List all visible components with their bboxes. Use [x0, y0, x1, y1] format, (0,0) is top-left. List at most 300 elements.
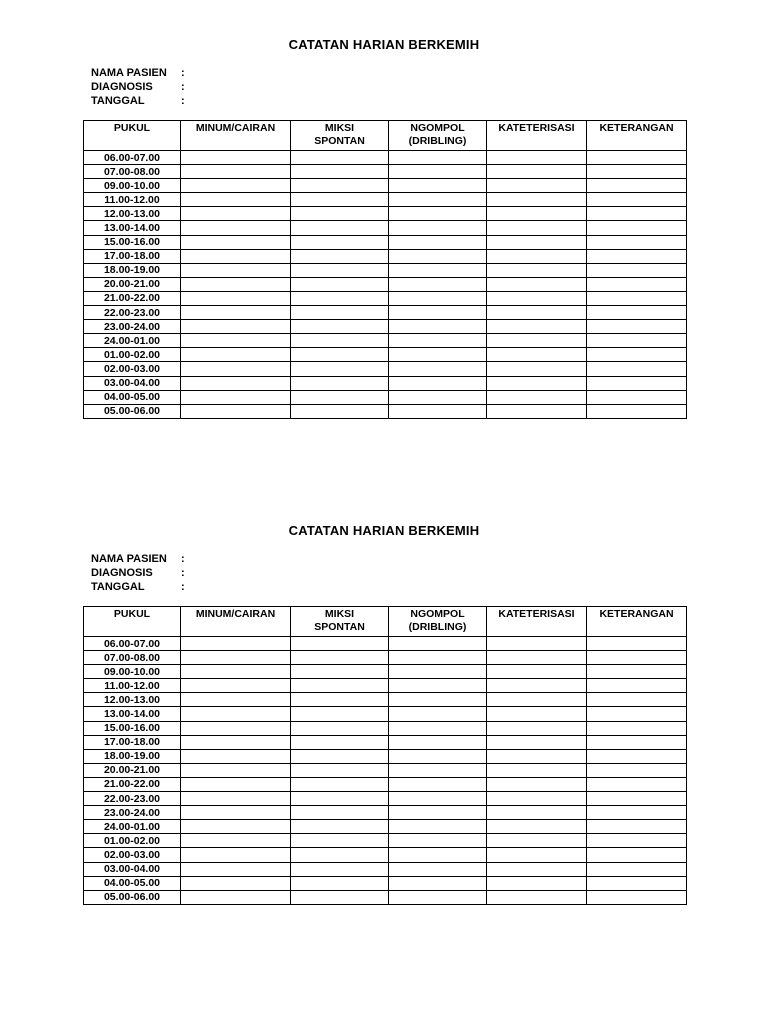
column-header-line: MIKSI [324, 608, 355, 620]
entry-cell[interactable] [389, 179, 487, 193]
entry-cell[interactable] [587, 876, 687, 890]
table-row [84, 890, 687, 904]
entry-cell[interactable] [389, 876, 487, 890]
entry-cell[interactable] [587, 820, 687, 834]
entry-cell[interactable] [291, 665, 389, 679]
entry-cell[interactable] [587, 404, 687, 418]
entry-cell[interactable] [291, 390, 389, 404]
diagnosis-label: DIAGNOSIS [91, 567, 153, 579]
entry-cell[interactable] [181, 876, 291, 890]
table-row [84, 348, 687, 362]
table-row [84, 207, 687, 221]
table-row [84, 306, 687, 320]
table-row [84, 679, 687, 693]
table-row [84, 320, 687, 334]
entry-cell[interactable] [487, 362, 587, 376]
time-slot-cell: 06.00-07.00 [84, 637, 181, 651]
table-row [84, 735, 687, 749]
time-slot-cell: 03.00-04.00 [84, 376, 181, 390]
column-header [291, 121, 389, 151]
entry-cell[interactable] [181, 637, 291, 651]
table-row [84, 362, 687, 376]
time-slot-cell: 04.00-05.00 [84, 390, 181, 404]
entry-cell[interactable] [389, 165, 487, 179]
entry-cell[interactable] [291, 693, 389, 707]
entry-cell[interactable] [291, 263, 389, 277]
entry-cell[interactable] [487, 651, 587, 665]
entry-cell[interactable] [291, 235, 389, 249]
diagnosis-label: DIAGNOSIS [91, 81, 153, 93]
entry-cell[interactable] [291, 334, 389, 348]
entry-cell[interactable] [291, 792, 389, 806]
entry-cell[interactable] [587, 637, 687, 651]
entry-cell[interactable] [487, 179, 587, 193]
entry-cell[interactable] [181, 721, 291, 735]
entry-cell[interactable] [389, 291, 487, 305]
table-row [84, 862, 687, 876]
entry-cell[interactable] [291, 721, 389, 735]
table-row [84, 763, 687, 777]
patient-name-label: NAMA PASIEN [91, 67, 167, 79]
entry-cell[interactable] [389, 637, 487, 651]
column-header-line: PUKUL [113, 608, 151, 620]
entry-cell[interactable] [291, 348, 389, 362]
column-header-line: (DRIBLING) [408, 135, 467, 147]
time-slot-cell: 04.00-05.00 [84, 876, 181, 890]
time-slot-cell: 15.00-16.00 [84, 721, 181, 735]
entry-cell[interactable] [181, 890, 291, 904]
time-slot-cell: 07.00-08.00 [84, 651, 181, 665]
entry-cell[interactable] [291, 249, 389, 263]
table-row [84, 179, 687, 193]
entry-cell[interactable] [389, 820, 487, 834]
entry-cell[interactable] [181, 291, 291, 305]
entry-cell[interactable] [389, 749, 487, 763]
entry-cell[interactable] [487, 763, 587, 777]
entry-cell[interactable] [181, 763, 291, 777]
entry-cell[interactable] [181, 376, 291, 390]
table-row [84, 721, 687, 735]
entry-cell[interactable] [487, 679, 587, 693]
time-slot-cell: 17.00-18.00 [84, 735, 181, 749]
column-header [291, 607, 389, 637]
table-row [84, 334, 687, 348]
entry-cell[interactable] [487, 390, 587, 404]
time-slot-cell: 07.00-08.00 [84, 165, 181, 179]
entry-cell[interactable] [389, 763, 487, 777]
time-slot-cell: 23.00-24.00 [84, 320, 181, 334]
entry-cell[interactable] [291, 806, 389, 820]
entry-cell[interactable] [181, 806, 291, 820]
entry-cell[interactable] [389, 376, 487, 390]
column-header-line: MINUM/CAIRAN [195, 608, 276, 620]
entry-cell[interactable] [587, 792, 687, 806]
entry-cell[interactable] [181, 665, 291, 679]
time-slot-cell: 20.00-21.00 [84, 277, 181, 291]
entry-cell[interactable] [487, 235, 587, 249]
table-row [84, 165, 687, 179]
entry-cell[interactable] [181, 221, 291, 235]
time-slot-cell: 12.00-13.00 [84, 693, 181, 707]
diagnosis-colon: : [181, 81, 185, 93]
entry-cell[interactable] [181, 693, 291, 707]
entry-cell[interactable] [587, 165, 687, 179]
entry-cell[interactable] [291, 637, 389, 651]
entry-cell[interactable] [181, 777, 291, 791]
entry-cell[interactable] [587, 193, 687, 207]
entry-cell[interactable] [181, 679, 291, 693]
entry-cell[interactable] [181, 320, 291, 334]
column-header-line: NGOMPOL [410, 608, 465, 620]
entry-cell[interactable] [291, 834, 389, 848]
time-slot-cell: 18.00-19.00 [84, 749, 181, 763]
entry-cell[interactable] [389, 792, 487, 806]
entry-cell[interactable] [181, 151, 291, 165]
time-slot-cell: 21.00-22.00 [84, 291, 181, 305]
entry-cell[interactable] [181, 334, 291, 348]
entry-cell[interactable] [181, 277, 291, 291]
entry-cell[interactable] [487, 707, 587, 721]
entry-cell[interactable] [487, 221, 587, 235]
entry-cell[interactable] [389, 806, 487, 820]
entry-cell[interactable] [181, 834, 291, 848]
entry-cell[interactable] [487, 721, 587, 735]
time-slot-cell: 05.00-06.00 [84, 404, 181, 418]
entry-cell[interactable] [487, 792, 587, 806]
entry-cell[interactable] [587, 834, 687, 848]
column-header [84, 607, 181, 637]
entry-cell[interactable] [487, 820, 587, 834]
entry-cell[interactable] [487, 207, 587, 221]
entry-cell[interactable] [291, 207, 389, 221]
patient-info [91, 66, 189, 108]
date-colon: : [181, 581, 185, 593]
table-row [84, 404, 687, 418]
entry-cell[interactable] [587, 221, 687, 235]
time-slot-cell: 13.00-14.00 [84, 707, 181, 721]
entry-cell[interactable] [587, 890, 687, 904]
entry-cell[interactable] [291, 404, 389, 418]
entry-cell[interactable] [291, 291, 389, 305]
entry-cell[interactable] [291, 221, 389, 235]
entry-cell[interactable] [389, 362, 487, 376]
entry-cell[interactable] [587, 306, 687, 320]
entry-cell[interactable] [291, 876, 389, 890]
entry-cell[interactable] [291, 193, 389, 207]
entry-cell[interactable] [389, 320, 487, 334]
entry-cell[interactable] [587, 348, 687, 362]
entry-cell[interactable] [389, 665, 487, 679]
entry-cell[interactable] [389, 890, 487, 904]
entry-cell[interactable] [587, 707, 687, 721]
entry-cell[interactable] [587, 862, 687, 876]
entry-cell[interactable] [389, 306, 487, 320]
time-slot-cell: 18.00-19.00 [84, 263, 181, 277]
entry-cell[interactable] [291, 151, 389, 165]
table-row [84, 193, 687, 207]
column-header-line: NGOMPOL [410, 122, 465, 134]
entry-cell[interactable] [389, 249, 487, 263]
column-header-line: MIKSI [324, 122, 355, 134]
entry-cell[interactable] [181, 193, 291, 207]
entry-cell[interactable] [291, 376, 389, 390]
entry-cell[interactable] [181, 848, 291, 862]
column-header [181, 121, 291, 151]
table-row [84, 806, 687, 820]
time-slot-cell: 11.00-12.00 [84, 193, 181, 207]
time-slot-cell: 11.00-12.00 [84, 679, 181, 693]
entry-cell[interactable] [587, 679, 687, 693]
time-slot-cell: 01.00-02.00 [84, 348, 181, 362]
entry-cell[interactable] [587, 320, 687, 334]
time-slot-cell: 05.00-06.00 [84, 890, 181, 904]
entry-cell[interactable] [291, 651, 389, 665]
entry-cell[interactable] [587, 291, 687, 305]
table-row [84, 263, 687, 277]
entry-cell[interactable] [181, 207, 291, 221]
time-slot-cell: 06.00-07.00 [84, 151, 181, 165]
entry-cell[interactable] [487, 735, 587, 749]
column-header [487, 607, 587, 637]
entry-cell[interactable] [291, 777, 389, 791]
entry-cell[interactable] [487, 320, 587, 334]
entry-cell[interactable] [291, 306, 389, 320]
entry-cell[interactable] [389, 834, 487, 848]
entry-cell[interactable] [587, 721, 687, 735]
table-header-row [84, 607, 687, 637]
column-header [181, 607, 291, 637]
entry-cell[interactable] [487, 890, 587, 904]
entry-cell[interactable] [181, 749, 291, 763]
table-body [84, 637, 687, 905]
entry-cell[interactable] [181, 651, 291, 665]
entry-cell[interactable] [181, 362, 291, 376]
entry-cell[interactable] [487, 848, 587, 862]
entry-cell[interactable] [487, 165, 587, 179]
voiding-log-table [83, 120, 687, 419]
entry-cell[interactable] [487, 277, 587, 291]
patient-name-row [91, 552, 189, 566]
date-row [91, 94, 189, 108]
entry-cell[interactable] [487, 637, 587, 651]
table-row [84, 637, 687, 651]
entry-cell[interactable] [487, 334, 587, 348]
entry-cell[interactable] [587, 334, 687, 348]
entry-cell[interactable] [389, 777, 487, 791]
entry-cell[interactable] [587, 207, 687, 221]
entry-cell[interactable] [487, 249, 587, 263]
entry-cell[interactable] [291, 165, 389, 179]
time-slot-cell: 21.00-22.00 [84, 777, 181, 791]
table-row [84, 820, 687, 834]
entry-cell[interactable] [291, 848, 389, 862]
time-slot-cell: 17.00-18.00 [84, 249, 181, 263]
entry-cell[interactable] [487, 263, 587, 277]
form-title: CATATAN HARIAN BERKEMIH [288, 523, 480, 538]
entry-cell[interactable] [291, 890, 389, 904]
diagnosis-row [91, 566, 189, 580]
entry-cell[interactable] [587, 777, 687, 791]
entry-cell[interactable] [181, 165, 291, 179]
entry-cell[interactable] [587, 735, 687, 749]
entry-cell[interactable] [389, 348, 487, 362]
entry-cell[interactable] [587, 235, 687, 249]
entry-cell[interactable] [181, 792, 291, 806]
entry-cell[interactable] [587, 179, 687, 193]
column-header [587, 121, 687, 151]
entry-cell[interactable] [181, 404, 291, 418]
time-slot-cell: 23.00-24.00 [84, 806, 181, 820]
column-header-line: SPONTAN [314, 135, 365, 147]
column-header-line: PUKUL [113, 122, 151, 134]
entry-cell[interactable] [181, 306, 291, 320]
entry-cell[interactable] [181, 390, 291, 404]
table-row [84, 777, 687, 791]
entry-cell[interactable] [291, 820, 389, 834]
entry-cell[interactable] [291, 749, 389, 763]
time-slot-cell: 24.00-01.00 [84, 334, 181, 348]
entry-cell[interactable] [487, 665, 587, 679]
table-row [84, 277, 687, 291]
entry-cell[interactable] [291, 707, 389, 721]
entry-cell[interactable] [587, 249, 687, 263]
date-label: TANGGAL [91, 95, 145, 107]
entry-cell[interactable] [181, 707, 291, 721]
entry-cell[interactable] [487, 404, 587, 418]
patient-info [91, 552, 189, 594]
entry-cell[interactable] [487, 291, 587, 305]
entry-cell[interactable] [181, 179, 291, 193]
entry-cell[interactable] [389, 277, 487, 291]
entry-cell[interactable] [487, 151, 587, 165]
entry-cell[interactable] [587, 806, 687, 820]
table-row [84, 707, 687, 721]
time-slot-cell: 09.00-10.00 [84, 179, 181, 193]
entry-cell[interactable] [389, 735, 487, 749]
entry-cell[interactable] [291, 179, 389, 193]
time-slot-cell: 13.00-14.00 [84, 221, 181, 235]
entry-cell[interactable] [389, 390, 487, 404]
time-slot-cell: 12.00-13.00 [84, 207, 181, 221]
entry-cell[interactable] [487, 348, 587, 362]
entry-cell[interactable] [181, 263, 291, 277]
entry-cell[interactable] [587, 277, 687, 291]
column-header-line: KETERANGAN [599, 608, 674, 620]
entry-cell[interactable] [487, 193, 587, 207]
table-row [84, 848, 687, 862]
entry-cell[interactable] [181, 820, 291, 834]
entry-cell[interactable] [389, 679, 487, 693]
entry-cell[interactable] [487, 749, 587, 763]
entry-cell[interactable] [389, 862, 487, 876]
entry-cell[interactable] [389, 693, 487, 707]
column-header [587, 607, 687, 637]
entry-cell[interactable] [487, 777, 587, 791]
entry-cell[interactable] [487, 806, 587, 820]
entry-cell[interactable] [487, 693, 587, 707]
entry-cell[interactable] [587, 151, 687, 165]
entry-cell[interactable] [389, 263, 487, 277]
column-header-line: SPONTAN [314, 621, 365, 633]
entry-cell[interactable] [487, 376, 587, 390]
table-row [84, 151, 687, 165]
patient-name-colon: : [181, 67, 185, 79]
time-slot-cell: 22.00-23.00 [84, 792, 181, 806]
table-row [84, 651, 687, 665]
entry-cell[interactable] [181, 235, 291, 249]
entry-cell[interactable] [291, 277, 389, 291]
time-slot-cell: 15.00-16.00 [84, 235, 181, 249]
patient-name-label: NAMA PASIEN [91, 553, 167, 565]
entry-cell[interactable] [587, 665, 687, 679]
diagnosis-colon: : [181, 567, 185, 579]
entry-cell[interactable] [389, 235, 487, 249]
entry-cell[interactable] [389, 651, 487, 665]
entry-cell[interactable] [389, 707, 487, 721]
entry-cell[interactable] [389, 334, 487, 348]
entry-cell[interactable] [389, 193, 487, 207]
entry-cell[interactable] [587, 763, 687, 777]
date-row [91, 580, 189, 594]
column-header-line: KATETERISASI [498, 122, 575, 134]
table-body [84, 151, 687, 419]
entry-cell[interactable] [291, 320, 389, 334]
column-header [389, 121, 487, 151]
entry-cell[interactable] [291, 362, 389, 376]
entry-cell[interactable] [487, 834, 587, 848]
entry-cell[interactable] [291, 679, 389, 693]
entry-cell[interactable] [181, 249, 291, 263]
entry-cell[interactable] [389, 404, 487, 418]
time-slot-cell: 02.00-03.00 [84, 848, 181, 862]
entry-cell[interactable] [181, 348, 291, 362]
entry-cell[interactable] [181, 862, 291, 876]
entry-cell[interactable] [587, 362, 687, 376]
entry-cell[interactable] [487, 862, 587, 876]
entry-cell[interactable] [587, 651, 687, 665]
table-row [84, 665, 687, 679]
entry-cell[interactable] [389, 151, 487, 165]
entry-cell[interactable] [587, 693, 687, 707]
entry-cell[interactable] [389, 721, 487, 735]
entry-cell[interactable] [291, 862, 389, 876]
table-row [84, 221, 687, 235]
entry-cell[interactable] [487, 876, 587, 890]
table-row [84, 792, 687, 806]
entry-cell[interactable] [587, 848, 687, 862]
entry-cell[interactable] [487, 306, 587, 320]
diagnosis-row [91, 80, 189, 94]
column-header-line: KETERANGAN [599, 122, 674, 134]
entry-cell[interactable] [389, 221, 487, 235]
entry-cell[interactable] [389, 207, 487, 221]
time-slot-cell: 02.00-03.00 [84, 362, 181, 376]
entry-cell[interactable] [587, 390, 687, 404]
entry-cell[interactable] [181, 735, 291, 749]
time-slot-cell: 24.00-01.00 [84, 820, 181, 834]
entry-cell[interactable] [389, 848, 487, 862]
table-row [84, 876, 687, 890]
entry-cell[interactable] [291, 735, 389, 749]
time-slot-cell: 03.00-04.00 [84, 862, 181, 876]
time-slot-cell: 01.00-02.00 [84, 834, 181, 848]
table-row [84, 249, 687, 263]
entry-cell[interactable] [291, 763, 389, 777]
time-slot-cell: 20.00-21.00 [84, 763, 181, 777]
entry-cell[interactable] [587, 263, 687, 277]
entry-cell[interactable] [587, 376, 687, 390]
entry-cell[interactable] [587, 749, 687, 763]
